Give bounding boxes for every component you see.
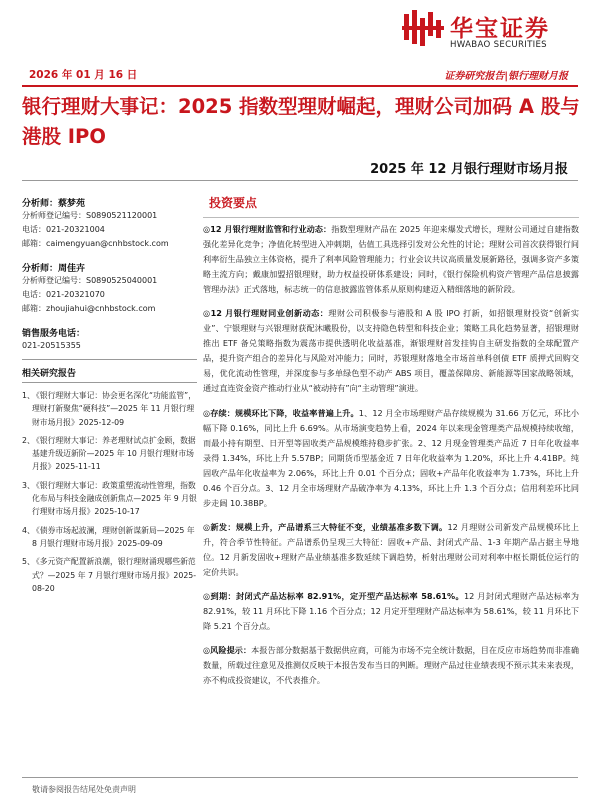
sidebar-divider bbox=[22, 359, 197, 360]
paragraph-lead: 存续：规模环比下降，收益率普遍上升。 bbox=[210, 407, 359, 418]
analyst-cert: 分析师登记编号：S0890525040001 bbox=[22, 276, 158, 285]
related-report-item[interactable] bbox=[22, 479, 197, 519]
paragraph-lead: 12 月银行理财同业创新动态： bbox=[210, 308, 329, 319]
related-report-text: 《债券市场起波澜，理财创新谋新局—2025 年 8 月银行理财市场月报》2025-09-09 bbox=[32, 525, 195, 548]
brand-name-en: HWABAO SECURITIES bbox=[450, 40, 547, 50]
report-type: 证券研究报告|银行理财月报 bbox=[444, 71, 568, 82]
sales-label: 销售服务电话： bbox=[22, 329, 86, 339]
paragraph-lead: 新发：规模上升，产品谱系三大特征不变，业绩基准多数下调。 bbox=[210, 521, 448, 532]
footer-disclaimer: 敬请参阅报告结尾处免责声明 bbox=[32, 785, 136, 794]
summary-paragraph: ◎存续：规模环比下降，收益率普遍上升。1、12 月全市场理财产品存续规模为 31.66 万亿元，环比小幅下降 0.16%，同比上升 6.69%。从市场演变趋势上看，2024 年以来现金管理类产品规模持续收缩，而最小持有期型、日开型等固收类产品规模维持稳步扩张。2、12 月现金管理类产品近 7 日年化收益率录得 1.34%，环比上升 5.57BP；同期货币型基金近 7 日年化收益率为 1.20%，环比上升 4.41BP。纯固收产品年化收益率为 2.06%，环比上升 0.01 个百分点；固收+产品年化收益率为 1.73%，环比上升 0.46 个百分点。3、12 月全市场理财产品破净率为 4.13%，环比上升 1.3 个百分点；信用利差环比同步走阔 10.38BP。 bbox=[203, 407, 579, 508]
paragraph-body: 理财公司积极参与港股和 A 股 IPO 打新，如招银理财投资“创新实业”、宁银理财与兴银理财获配沐曦股份，以支持隐色转型和科技企业；策略工具化趋势显著，招银理财推出 ETF 备兑策略指数为震荡市提供透明化收益基准，渐银理财首发挂钩自主研发指数的全球配置产品，提升资产组合的差异化与风险对冲能力；同时，苏银理财落地全市场首单科创债 ETF 质押式回购交易，优化流动性管理，并深度参与多单绿色型不动产 ABS 项目，覆盖保障房、新能源等国家战略领域，通过直连资金资产推动行业从“被动持有”向“主动管理”演进。 bbox=[203, 308, 580, 394]
paragraph-body: 12 月理财公司新发产品规模环比上升，符合季节性特征。产品谱系仍呈现三大特征：固收+产品、封闭式产品、1-3 年期产品占据主导地位。12 月新发固收+理财产品业绩基准多数延续下调趋势，析射出理财公司对利率中枢长期低位运行的定价共识。 bbox=[203, 521, 579, 577]
brand-name-cn: 华宝证券 bbox=[450, 16, 550, 42]
summary-divider bbox=[203, 217, 579, 218]
related-report-text: 《多元资产配置新浪潮，银行理财涌现哪些新范式？—2025 年 7 月银行理财市场月报》2025-08-20 bbox=[32, 557, 197, 593]
report-date: 2026 年 01 月 16 日 bbox=[29, 69, 138, 81]
footer-divider bbox=[22, 777, 578, 778]
sidebar-divider bbox=[22, 382, 197, 383]
analyst-cert: 分析师登记编号：S0890521120001 bbox=[22, 211, 158, 220]
paragraph-body: 1、12 月全市场理财产品存续规模为 31.66 万亿元，环比小幅下降 0.16%，同比上升 6.69%。从市场演变趋势上看，2024 年以来现金管理类产品规模持续收缩，而最小持有期型、日开型等固收类产品规模维持稳步扩张。2、12 月现金管理类产品近 7 日年化收益率录得 1.34%，环比上升 5.57BP；同期货币型基金近 7 日年化收益率为 1.20%，环比上升 4.41BP。纯固收产品年化收益率为 2.06%，环比上升 0.01 个百分点；固收+产品年化收益率为 1.73%，环比上升 0.46 个百分点。3、12 月全市场理财产品破净率为 4.13%，环比上升 1.3 个百分点；信用利差环比同步走阔 10.38BP。 bbox=[203, 407, 579, 508]
related-reports-list bbox=[22, 389, 197, 595]
related-report-item[interactable] bbox=[22, 524, 197, 551]
related-report-num: 5、 bbox=[22, 557, 35, 567]
paragraph-lead: 到期：封闭式产品达标率 82.91%，定开型产品达标率 58.61%。 bbox=[210, 591, 464, 602]
related-report-item[interactable] bbox=[22, 389, 197, 429]
summary-heading: 投资要点 bbox=[209, 196, 258, 210]
summary-paragraph: ◎新发：规模上升，产品谱系三大特征不变，业绩基准多数下调。12 月理财公司新发产品规模环比上升，符合季节性特征。产品谱系仍呈现三大特征：固收+产品、封闭式产品、1-3 年期产品占据主导地位。12 月新发固收+理财产品业绩基准多数延续下调趋势，析射出理财公司对利率中枢长期低位运行的定价共识。 bbox=[203, 521, 579, 577]
analyst-name: 分析师：周佳卉 bbox=[22, 264, 86, 274]
related-report-num: 2、 bbox=[22, 435, 35, 445]
report-title: 银行理财大事记：2025 指数型理财崛起，理财公司加码 A 股与港股 IPO bbox=[22, 95, 580, 148]
related-report-num: 4、 bbox=[22, 525, 35, 535]
summary-section bbox=[203, 186, 579, 697]
analyst-email[interactable]: 邮箱：caimengyuan@cnhbstock.com bbox=[22, 239, 169, 248]
analyst-block bbox=[22, 261, 197, 316]
title-divider bbox=[22, 180, 578, 181]
paragraph-body: 本报告部分数据基于数据供应商，可能为市场不完全统计数据，目在反应市场趋势而非准确数量，所载过往意见及推测仅反映于本报告发布当日的判断。理财产品过往业绩表现不预示其未来表现，亦不构成投资建议，不代表推介。 bbox=[203, 645, 579, 686]
brand-logo bbox=[400, 8, 578, 60]
related-report-num: 3、 bbox=[22, 480, 35, 490]
related-report-num: 1、 bbox=[22, 391, 35, 400]
related-report-text: 《银行理财大事记：协会更名深化“功能监管”，理财打新聚焦“硬科技”—2025 年 11 月银行理财市场月报》2025-12-09 bbox=[32, 391, 197, 427]
analyst-phone: 电话：021-20321070 bbox=[22, 290, 105, 299]
sidebar bbox=[22, 186, 197, 600]
paragraph-body: 12 月封闭式理财产品达标率为 82.91%，较 11 月环比下降 1.16 个百分点；12 月定开型理财产品达标率为 58.61%，较 11 月环比下降 5.21 个百分点。 bbox=[203, 591, 580, 632]
related-report-text: 《银行理财大事记：政策重塑流动性管理，指数化布局与科技金融成创新焦点—2025 年 9 月银行理财市场月报》2025-10-17 bbox=[32, 480, 197, 517]
analyst-block bbox=[22, 196, 197, 251]
sales-block bbox=[22, 326, 197, 353]
summary-paragraph: ◎12 月银行理财监管和行业动态：指数型理财产品在 2025 年迎来爆发式增长，理财公司通过自建指数强化差异化竞争；净值化转型进入冲刺期，估值工具选择引发对公允性的讨论；理财公司首次获得银行间利率衍生品独立主体资格，提升了利率风险管理能力；行业会议共议高质量发展新路径，强调多资产多策略主流方向；戴康加盟招银理财，助力权益投研体系建设；同时，《银行保险机构资产管理产品信息披露管理办法》正式落地，标志统一的信息披露监管体系从原则构建迈入精细落地的新阶段。 bbox=[203, 224, 579, 295]
paragraph-body: 指数型理财产品在 2025 年迎来爆发式增长，理财公司通过自建指数强化差异化竞争；净值化转型进入冲刺期，估值工具选择引发对公允性的讨论；理财公司首次获得银行间利率衍生品独立主体资格，提升了利率风险管理能力；行业会议共议高质量发展新路径，强调多资产多策略主流方向；戴康加盟招银理财，助力权益投研体系建设；同时，《银行保险机构资产管理产品信息披露管理办法》正式落地，标志统一的信息披露监管体系从原则构建迈入精细落地的新阶段。 bbox=[203, 224, 579, 295]
paragraph-lead: 12 月银行理财监管和行业动态： bbox=[210, 224, 332, 234]
risk-paragraph: ◎风险提示：本报告部分数据基于数据供应商，可能为市场不完全统计数据，目在反应市场趋势而非准确数量，所载过往意见及推测仅反映于本报告发布当日的判断。理财产品过往业绩表现不预示其未来表现，亦不构成投资建议，不代表推介。 bbox=[203, 645, 579, 686]
report-meta-bar bbox=[0, 67, 600, 82]
report-subtitle: 2025 年 12 月银行理财市场月报 bbox=[370, 162, 568, 177]
analyst-email[interactable]: 邮箱：zhoujiahui@cnhbstock.com bbox=[22, 304, 156, 313]
header-divider bbox=[22, 85, 578, 87]
summary-paragraph: ◎12 月银行理财同业创新动态：理财公司积极参与港股和 A 股 IPO 打新，如招银理财投资“创新实业”、宁银理财与兴银理财获配沐曦股份，以支持隐色转型和科技企业；策略工具化趋势显著，招银理财推出 ETF 备兑策略指数为震荡市提供透明化收益基准，渐银理财首发挂钩自主研发指数的全球配置产品，提升资产组合的差异化与风险对冲能力；同时，苏银理财落地全市场首单科创债 ETF 质押式回购交易，优化流动性管理，并深度参与多单绿色型不动产 ABS 项目，覆盖保障房、新能源等国家战略领域，通过直连资金资产推动行业从“被动持有”向“主动管理”演进。 bbox=[203, 308, 580, 394]
analyst-phone: 电话：021-20321004 bbox=[22, 225, 105, 234]
related-report-item[interactable] bbox=[22, 555, 197, 595]
related-reports-heading: 相关研究报告 bbox=[22, 369, 77, 379]
related-report-text: 《银行理财大事记：养老理财试点扩金顾，数据基建升级迈新阶—2025 年 10 月银行理财市场月报》2025-11-11 bbox=[32, 435, 196, 472]
paragraph-lead: 风险提示： bbox=[210, 645, 252, 656]
related-report-item[interactable] bbox=[22, 434, 197, 474]
brand-mark-icon bbox=[400, 8, 446, 48]
analyst-name: 分析师：蔡梦苑 bbox=[22, 199, 86, 209]
summary-paragraph: ◎到期：封闭式产品达标率 82.91%，定开型产品达标率 58.61%。12 月封闭式理财产品达标率为 82.91%，较 11 月环比下降 1.16 个百分点；12 月定开型理财产品达标率为 58.61%，较 11 月环比下降 5.21 个百分点。 bbox=[203, 591, 580, 632]
sales-phone: 021-20515355 bbox=[22, 341, 81, 350]
